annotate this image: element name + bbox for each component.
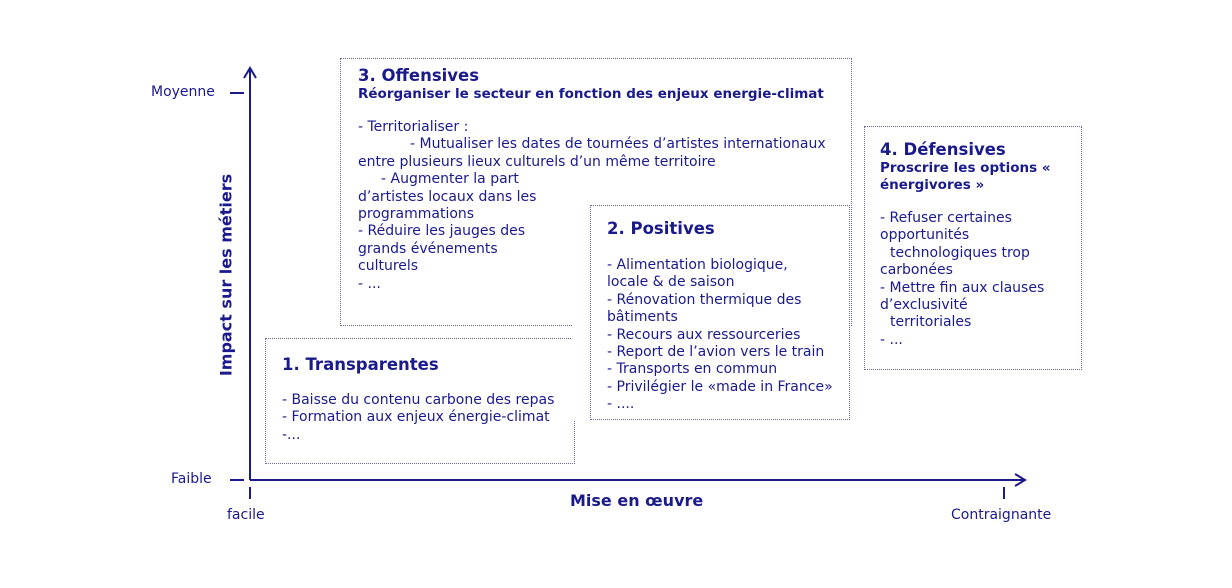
transparentes-content	[282, 354, 554, 444]
positives-content	[607, 219, 833, 414]
offensives-line: grands événements	[358, 240, 498, 257]
transparentes-line: -...	[282, 426, 301, 443]
y-bottom-label: Faible	[171, 471, 212, 487]
defensives-line: - Refuser certaines	[880, 210, 1012, 226]
defensives-content	[880, 140, 1051, 349]
defensives-line: carbonées	[880, 262, 953, 279]
defensives-subtitle-line: Proscrire les options «	[880, 160, 1051, 176]
positives-line: - Recours aux ressourceries	[607, 326, 801, 343]
offensives-line: - Territorialiser :	[358, 119, 469, 135]
defensives-line: territoriales	[890, 314, 972, 331]
offensives-line: culturels	[358, 258, 419, 275]
positives-line: - Rénovation thermique des	[607, 291, 802, 308]
offensives-line: programmations	[358, 206, 475, 223]
offensives-title: 3. Offensives	[358, 66, 480, 85]
offensives-line: - Augmenter la part	[381, 171, 519, 188]
offensives-line: - ...	[358, 275, 381, 292]
y-axis-title: Impact sur les métiers	[216, 173, 236, 377]
transparentes-title: 1. Transparentes	[282, 355, 439, 374]
offensives-line: - Mutualiser les dates de tournées d’artistes internationaux	[410, 136, 826, 153]
x-axis-title: Mise en œuvre	[570, 491, 704, 510]
defensives-line: - ...	[880, 331, 903, 348]
defensives-line: technologiques trop	[890, 244, 1030, 261]
x-right-label: Contraignante	[951, 507, 1052, 523]
positives-line: - Alimentation biologique,	[607, 257, 788, 273]
defensives-line: opportunités	[880, 227, 970, 244]
transparentes-line: - Formation aux enjeux énergie-climat	[282, 409, 550, 426]
y-top-label: Moyenne	[151, 84, 215, 100]
offensives-line: d’artistes locaux dans les	[358, 188, 537, 205]
positives-line: bâtiments	[607, 309, 678, 326]
defensives-line: - Mettre fin aux clauses	[880, 279, 1045, 296]
positives-line: - Report de l’avion vers le train	[607, 344, 825, 361]
defensives-subtitle-line: énergivores »	[880, 177, 985, 193]
defensives-title: 4. Défensives	[880, 140, 1006, 159]
positives-title: 2. Positives	[607, 219, 715, 238]
positives-line: - ....	[607, 396, 635, 413]
x-left-label: facile	[227, 507, 265, 523]
offensives-subtitle: Réorganiser le secteur en fonction des enjeux energie-climat	[358, 86, 824, 102]
transparentes-line: - Baisse du contenu carbone des repas	[282, 392, 555, 408]
positives-line: locale & de saison	[607, 274, 735, 291]
positives-line: - Privilégier le «made in France»	[607, 378, 833, 395]
offensives-line: entre plusieurs lieux culturels d’un même territoire	[358, 153, 716, 170]
offensives-line: - Réduire les jauges des	[358, 223, 526, 240]
defensives-line: d’exclusivité	[880, 297, 968, 314]
positives-line: - Transports en commun	[607, 361, 778, 378]
